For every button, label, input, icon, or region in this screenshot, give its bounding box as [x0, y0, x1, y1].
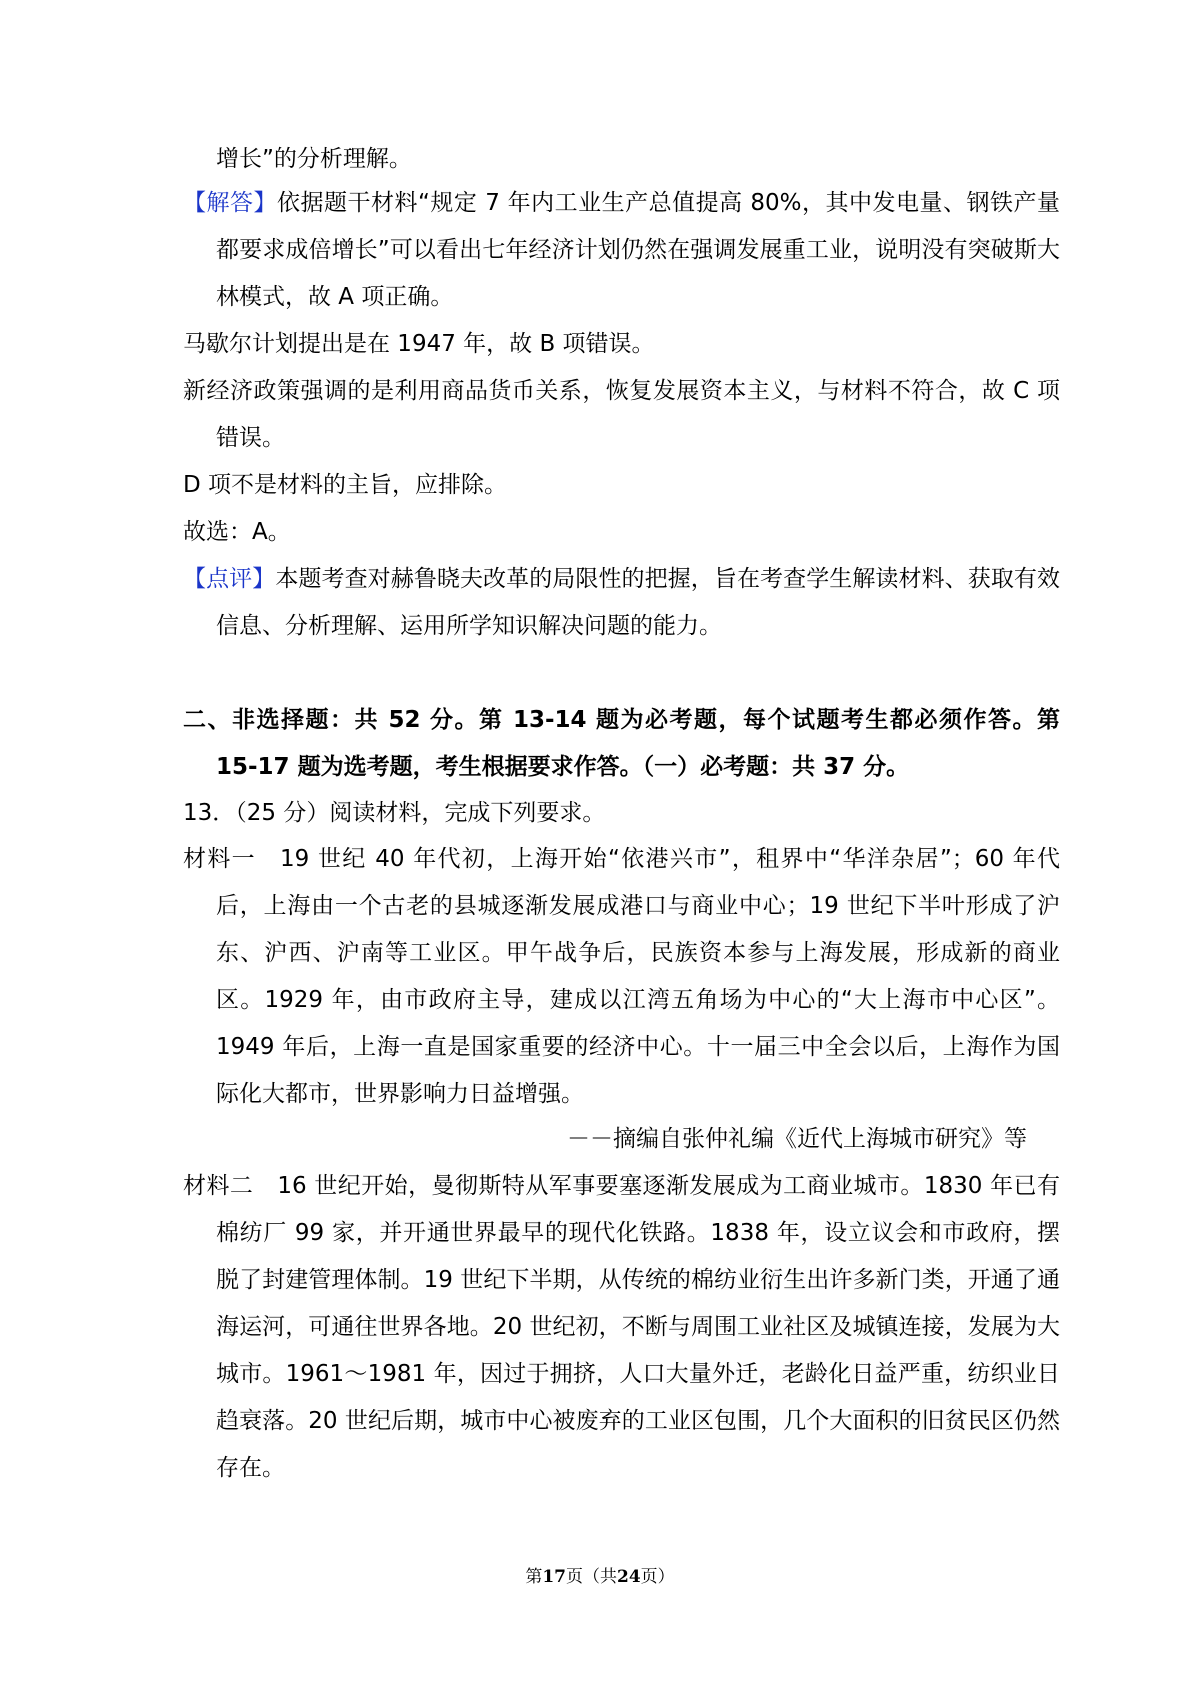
- answer-choice-text: 故选：A。: [183, 519, 291, 545]
- answer-continuation: [183, 136, 1060, 183]
- footer-page-number: 17: [542, 1567, 566, 1587]
- material-two-text: 16 世纪开始，曼彻斯特从军事要塞逐渐发展成为工商业城市。1830 年已有棉纺厂 99 家，并开通世界最早的现代化铁路。1838 年，设立议会和市政府，摆脱了封建管理体制。19 世纪下半期，从传统的棉纺业衍生出许多新门类，开通了通海运河，可通往世界各地。20 世纪初，不断与周围工业社区及城镇连接，发展为大城市。1961～1981 年，因过于拥挤，人口大量外迁，老龄化日益严重，纺织业日趋衰落。20 世纪后期，城市中心被废弃的工业区包围，几个大面积的旧贫民区仍然存在。: [216, 1173, 1061, 1481]
- answer-text: 依据题干材料“规定 7 年内工业生产总值提高 80%，其中发电量、钢铁产量都要求成倍增长”可以看出七年经济计划仍然在强调发展重工业，说明没有突破斯大林模式，故 A 项正确。: [216, 190, 1061, 310]
- answer-tag: 【解答】: [183, 190, 277, 216]
- material-one-source-text: －－摘编自张仲礼编《近代上海城市研究》等: [567, 1126, 1027, 1152]
- footer-total-pages: 24: [617, 1567, 641, 1587]
- answer-continuation-text: 增长”的分析理解。: [216, 146, 412, 172]
- footer-suffix: 页）: [640, 1567, 675, 1587]
- material-one-source: [183, 1116, 1027, 1163]
- material-two-label: 材料二: [183, 1173, 254, 1199]
- comment-tag: 【点评】: [183, 566, 276, 592]
- section-heading: [183, 697, 1060, 791]
- option-c-analysis: [183, 368, 1060, 462]
- footer-prefix: 第: [525, 1567, 543, 1587]
- comment-paragraph: [183, 556, 1060, 650]
- option-c-text: 新经济政策强调的是利用商品货币关系，恢复发展资本主义，与材料不符合，故 C 项错误。: [183, 378, 1060, 451]
- page-footer: [0, 1566, 1200, 1588]
- answer-paragraph: [183, 180, 1060, 321]
- question-13: [183, 790, 1027, 837]
- material-two: [183, 1163, 1060, 1492]
- option-d-analysis: [183, 462, 1027, 509]
- option-b-text: 马歇尔计划提出是在 1947 年，故 B 项错误。: [183, 331, 655, 357]
- footer-middle: 页（共: [566, 1567, 617, 1587]
- answer-choice: [183, 509, 1027, 556]
- option-d-text: D 项不是材料的主旨，应排除。: [183, 472, 508, 498]
- option-b-analysis: [183, 321, 1027, 368]
- material-one-label: 材料一: [183, 846, 257, 872]
- section-heading-text: 二、非选择题：共 52 分。第 13-14 题为必考题，每个试题考生都必须作答。第 15-17 题为选考题，考生根据要求作答。（一）必考题：共 37 分。: [183, 707, 1060, 780]
- material-one: [183, 836, 1060, 1118]
- comment-text: 本题考查对赫鲁晓夫改革的局限性的把握，旨在考查学生解读材料、获取有效信息、分析理解、运用所学知识解决问题的能力。: [216, 566, 1061, 639]
- material-one-text: 19 世纪 40 年代初，上海开始“依港兴市”，租界中“华洋杂居”；60 年代后，上海由一个古老的县城逐渐发展成港口与商业中心；19 世纪下半叶形成了沪东、沪西、沪南等工业区。甲午战争后，民族资本参与上海发展，形成新的商业区。1929 年，由市政府主导，建成以江湾五角场为中心的“大上海市中心区”。1949 年后，上海一直是国家重要的经济中心。十一届三中全会以后，上海作为国际化大都市，世界影响力日益增强。: [216, 846, 1060, 1107]
- question-13-text: 13．（25 分）阅读材料，完成下列要求。: [183, 800, 606, 826]
